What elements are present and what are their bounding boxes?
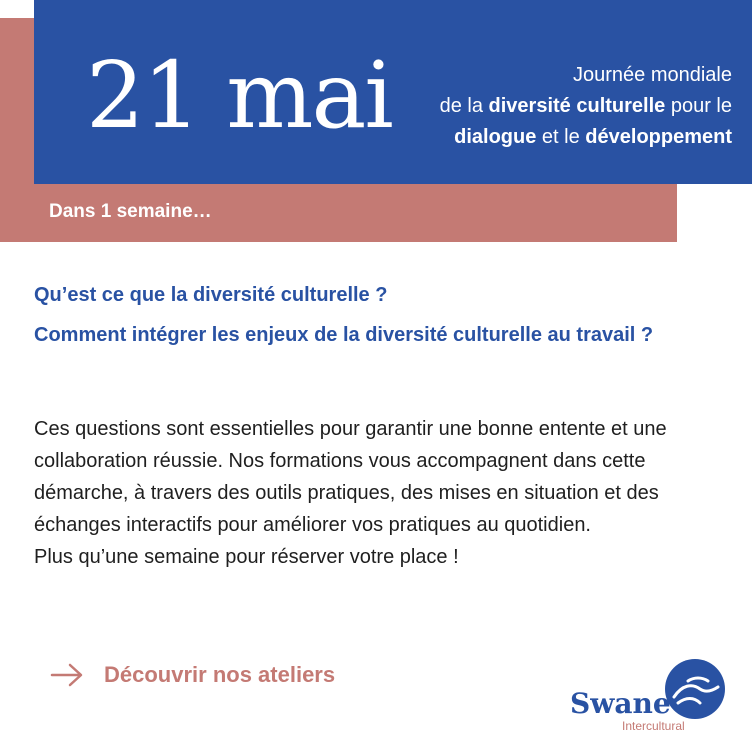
- event-title-line1: Journée mondiale: [573, 64, 732, 86]
- body-text: [34, 413, 734, 573]
- event-title-line2: de la diversité culturelle pour le: [439, 95, 732, 117]
- event-title: [440, 60, 732, 153]
- cta-label: Découvrir nos ateliers: [104, 662, 336, 687]
- svg-text:Intercultural: Intercultural: [622, 719, 685, 733]
- blue-header: [34, 0, 752, 184]
- arrow-right-icon: [50, 663, 84, 687]
- svg-text:Swane: Swane: [570, 687, 671, 720]
- event-title-line3: dialogue et le développement: [454, 126, 732, 148]
- body-closing: Plus qu’une semaine pour réserver votre place !: [34, 546, 459, 568]
- swane-logo: [570, 657, 730, 737]
- question-1: Qu’est ce que la diversité culturelle ?: [34, 284, 388, 306]
- question-2: Comment intégrer les enjeux de la diversité culturelle au travail ?: [34, 324, 654, 346]
- body-paragraph: Ces questions sont essentielles pour garantir une bonne entente et une collaboration réussie. Nos formations vous accompagnent dans cette démarche, à travers des outils pratiques, des mises en situation et des échanges interactifs pour améliorer vos pratiques au quotidien.: [34, 418, 667, 536]
- discover-workshops-link[interactable]: [50, 662, 335, 688]
- countdown-label: Dans 1 semaine…: [49, 201, 212, 222]
- event-date: 21 mai: [86, 42, 392, 149]
